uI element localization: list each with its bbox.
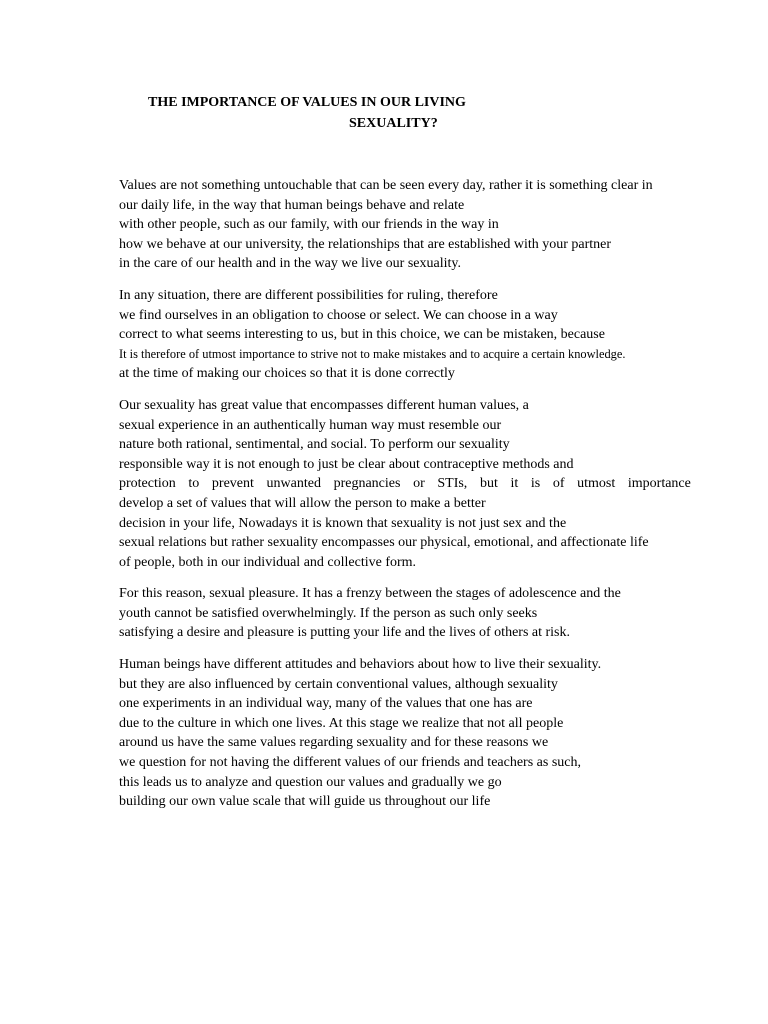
text-line: sexual experience in an authentically human way must resemble our [119, 417, 502, 433]
text-line: we question for not having the different values of our friends and teachers as such, [119, 755, 581, 771]
document-title-line-2: SEXUALITY? [349, 116, 438, 131]
text-line: Values are not something untouchable that can be seen every day, rather it is something clear in [119, 178, 653, 193]
document-body [119, 176, 699, 824]
word: protection [119, 476, 176, 492]
text-line: decision in your life, Nowadays it is known that sexuality is not just sex and the [119, 515, 567, 531]
text-line: responsible way it is not enough to just be clear about contraceptive methods and [119, 456, 574, 472]
paragraph-3 [119, 396, 699, 572]
text-line: this leads us to analyze and question our values and gradually we go [119, 774, 502, 790]
text-line: building our own value scale that will guide us throughout our life [119, 794, 491, 810]
text-line: how we behave at our university, the relationships that are established with your partner [119, 236, 612, 252]
text-line: due to the culture in which one lives. At this stage we realize that not all people [119, 715, 564, 731]
text-line: It is therefore of utmost importance to strive not to make mistakes and to acquire a certain knowledge. [119, 346, 626, 361]
paragraph-4 [119, 584, 699, 643]
word: but [479, 476, 498, 492]
paragraph-2 [119, 286, 699, 384]
text-line: develop a set of values that will allow the person to make a better [119, 495, 486, 511]
text-line: but they are also influenced by certain conventional values, although sexuality [119, 676, 558, 692]
word: pregnancies [333, 476, 401, 492]
word: unwanted [266, 476, 321, 492]
paragraph-5 [119, 655, 699, 812]
text-line: In any situation, there are different possibilities for ruling, therefore [119, 287, 498, 303]
word: utmost [577, 476, 616, 492]
word: of [552, 476, 565, 492]
text-line: in the care of our health and in the way we live our sexuality. [119, 256, 461, 272]
word: to [188, 476, 200, 492]
word: importance [627, 476, 691, 492]
word: or [413, 476, 425, 492]
document-title-line-1: THE IMPORTANCE OF VALUES IN OUR LIVING [148, 95, 466, 110]
word: prevent [211, 476, 254, 492]
text-line-justified [119, 474, 691, 494]
text-line: our daily life, in the way that human beings behave and relate [119, 197, 465, 213]
text-line: around us have the same values regarding sexuality and for these reasons we [119, 735, 549, 751]
text-line: Our sexuality has great value that encompasses different human values, a [119, 397, 529, 413]
text-line: at the time of making our choices so that it is done correctly [119, 366, 455, 382]
text-line: with other people, such as our family, with our friends in the way in [119, 217, 499, 233]
text-line: one experiments in an individual way, many of the values that one has are [119, 696, 533, 712]
text-line: sexual relations but rather sexuality encompasses our physical, emotional, and affectionate life [119, 535, 649, 551]
word: is [530, 476, 541, 492]
text-line: youth cannot be satisfied overwhelmingly. If the person as such only seeks [119, 605, 538, 621]
text-line: For this reason, sexual pleasure. It has a frenzy between the stages of adolescence and the [119, 586, 621, 602]
word: STIs, [437, 476, 468, 492]
text-line: nature both rational, sentimental, and social. To perform our sexuality [119, 437, 510, 453]
text-line: we find ourselves in an obligation to choose or select. We can choose in a way [119, 307, 558, 323]
text-line: correct to what seems interesting to us, but in this choice, we can be mistaken, because [119, 327, 605, 343]
paragraph-1 [119, 176, 699, 274]
text-line: Human beings have different attitudes and behaviors about how to live their sexuality. [119, 657, 602, 673]
word: it [510, 476, 519, 492]
text-line: satisfying a desire and pleasure is putting your life and the lives of others at risk. [119, 625, 571, 641]
text-line: of people, both in our individual and collective form. [119, 554, 417, 570]
